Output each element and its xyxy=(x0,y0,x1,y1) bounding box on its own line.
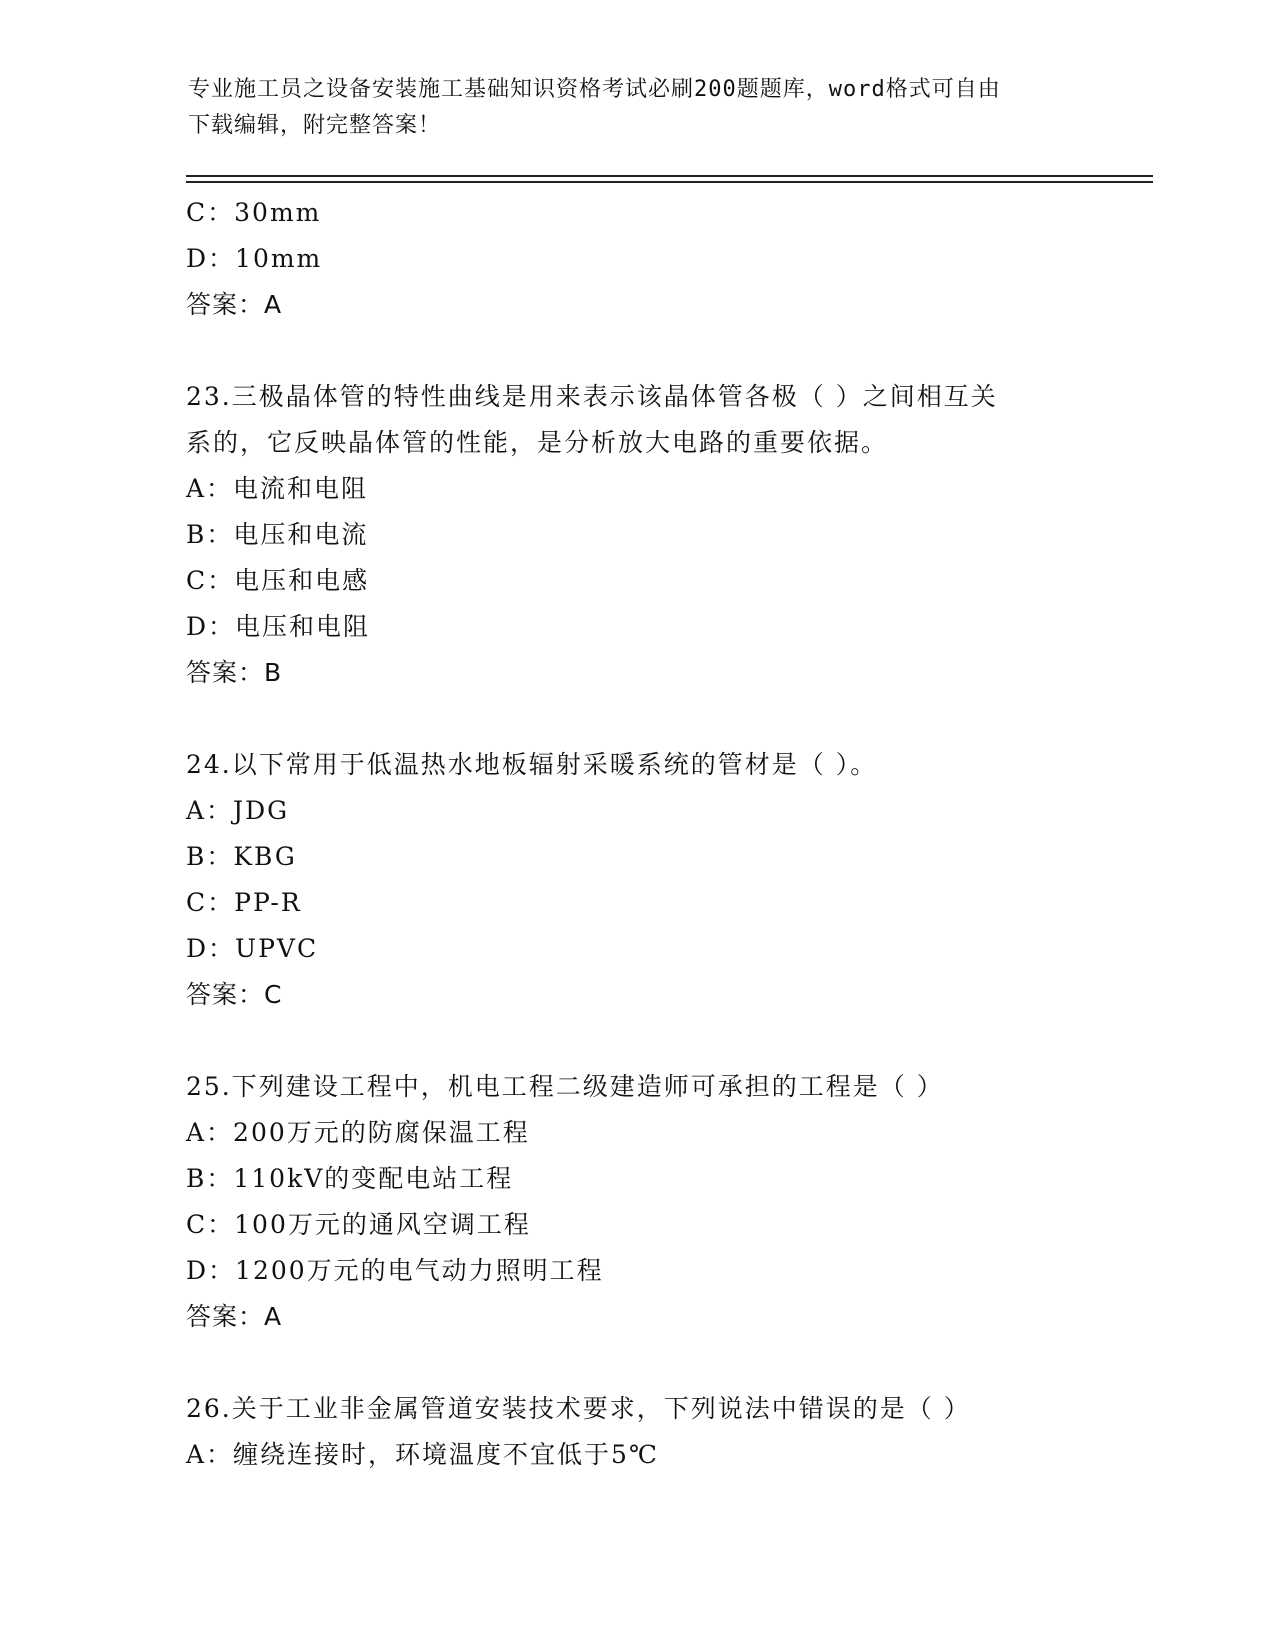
option-a: A：缠绕连接时，环境温度不宜低于5℃ xyxy=(186,1440,659,1469)
spacer xyxy=(186,1340,1146,1386)
spacer xyxy=(186,696,1146,742)
question-22 xyxy=(186,190,1146,328)
option-d: D：UPVC xyxy=(186,934,319,963)
option-d: D：1200万元的电气动力照明工程 xyxy=(186,1256,604,1285)
header-divider-bottom xyxy=(186,181,1153,183)
option-a: A：电流和电阻 xyxy=(186,474,369,503)
answer: 答案：A xyxy=(186,290,283,319)
spacer xyxy=(186,328,1146,374)
question-24 xyxy=(186,742,1146,1018)
header-line-1: 专业施工员之设备安装施工基础知识资格考试必刷200题题库，word格式可自由 xyxy=(188,77,1001,102)
option-c: C：30mm xyxy=(186,198,322,227)
answer: 答案：C xyxy=(186,980,283,1009)
question-stem: 24.以下常用于低温热水地板辐射采暖系统的管材是（ ）。 xyxy=(186,750,878,779)
question-list xyxy=(186,190,1146,1478)
question-25 xyxy=(186,1064,1146,1340)
question-stem-continued: 系的，它反映晶体管的性能，是分析放大电路的重要依据。 xyxy=(186,428,889,457)
answer: 答案：B xyxy=(186,658,283,687)
option-b: B：KBG xyxy=(186,842,297,871)
option-a: A：JDG xyxy=(186,796,290,825)
option-c: C：PP-R xyxy=(186,888,302,917)
header-divider-top xyxy=(186,175,1153,177)
question-23 xyxy=(186,374,1146,696)
header-line-2: 下载编辑，附完整答案！ xyxy=(188,113,442,138)
document-header xyxy=(188,72,1068,144)
spacer xyxy=(186,1018,1146,1064)
question-26 xyxy=(186,1386,1146,1478)
option-c: C：100万元的通风空调工程 xyxy=(186,1210,531,1239)
question-stem: 26.关于工业非金属管道安装技术要求，下列说法中错误的是（ ） xyxy=(186,1394,971,1423)
option-a: A：200万元的防腐保温工程 xyxy=(186,1118,530,1147)
option-d: D：电压和电阻 xyxy=(186,612,371,641)
option-d: D：10mm xyxy=(186,244,323,273)
question-stem: 23.三极晶体管的特性曲线是用来表示该晶体管各极（ ）之间相互关 xyxy=(186,382,998,411)
option-b: B：电压和电流 xyxy=(186,520,369,549)
question-stem: 25.下列建设工程中，机电工程二级建造师可承担的工程是（ ） xyxy=(186,1072,944,1101)
option-c: C：电压和电感 xyxy=(186,566,370,595)
answer: 答案：A xyxy=(186,1302,283,1331)
option-b: B：110kV的变配电站工程 xyxy=(186,1164,514,1193)
